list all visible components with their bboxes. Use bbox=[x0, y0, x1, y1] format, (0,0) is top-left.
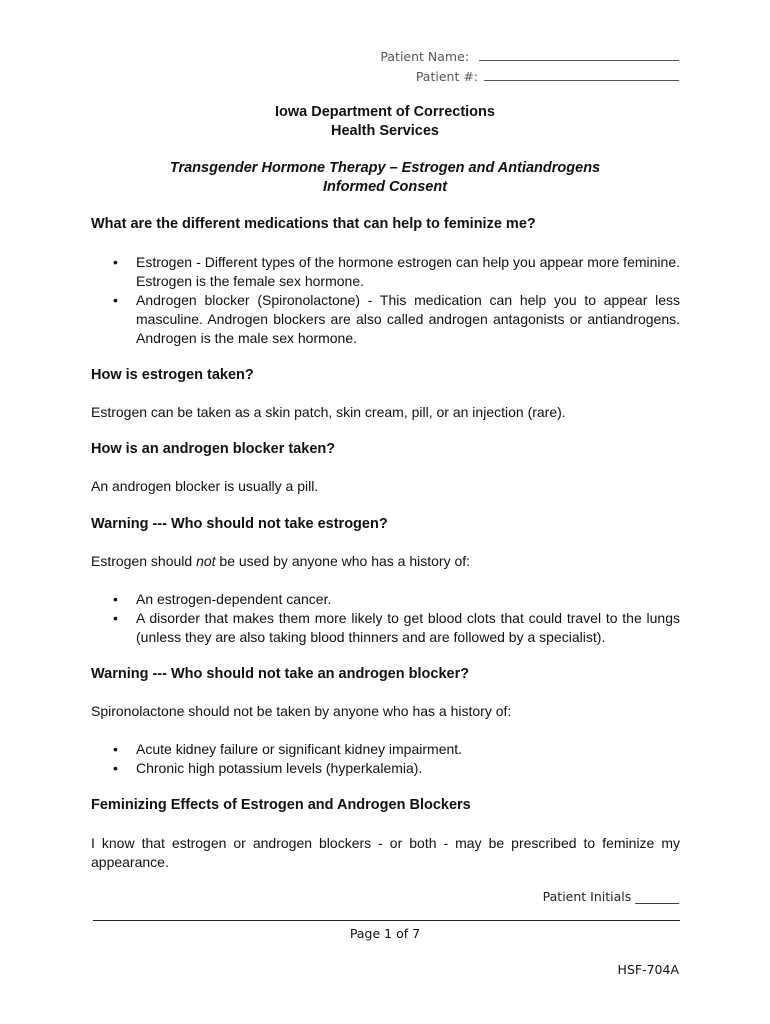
warning-estrogen-text bbox=[91, 552, 680, 571]
document-title-line1: Transgender Hormone Therapy – Estrogen and Antiandrogens bbox=[169, 160, 601, 176]
page-number: Page 1 of 7 bbox=[349, 926, 421, 941]
form-id: HSF-704A bbox=[617, 962, 679, 977]
feminizing-effects-text: I know that estrogen or androgen blockers - or both - may be prescribed to feminize my appearance. bbox=[91, 835, 680, 870]
section-heading-warning-blocker: Warning --- Who should not take an androgen blocker? bbox=[91, 666, 470, 682]
medications-list bbox=[91, 253, 680, 348]
warning-estrogen-emphasis: not bbox=[196, 553, 216, 569]
list-item: • Chronic high potassium levels (hyperkalemia). bbox=[91, 759, 680, 778]
patient-number-row bbox=[380, 67, 679, 87]
patient-header bbox=[380, 47, 679, 87]
org-division: Health Services bbox=[330, 123, 439, 139]
footer-divider bbox=[93, 920, 680, 921]
document-title-line2: Informed Consent bbox=[322, 179, 448, 195]
patient-number-label: Patient #: bbox=[415, 69, 479, 84]
warning-estrogen-text-post: be used by anyone who has a history of: bbox=[215, 553, 471, 569]
estrogen-contraindications-list bbox=[91, 590, 680, 647]
estrogen-taken-text: Estrogen can be taken as a skin patch, skin cream, pill, or an injection (rare). bbox=[91, 404, 566, 420]
section-heading-warning-estrogen: Warning --- Who should not take estrogen? bbox=[91, 516, 388, 532]
section-heading-medications: What are the different medications that can help to feminize me? bbox=[91, 216, 536, 232]
patient-name-label: Patient Name: bbox=[380, 49, 470, 64]
section-heading-feminizing-effects: Feminizing Effects of Estrogen and Androgen Blockers bbox=[91, 797, 471, 813]
patient-name-field[interactable] bbox=[479, 48, 679, 61]
patient-number-field[interactable] bbox=[484, 68, 679, 81]
section-heading-estrogen-taken: How is estrogen taken? bbox=[91, 367, 254, 383]
list-item: • Acute kidney failure or significant kidney impairment. bbox=[91, 740, 680, 759]
warning-blocker-text: Spironolactone should not be taken by anyone who has a history of: bbox=[91, 703, 512, 719]
blocker-contraindications-list bbox=[91, 740, 680, 778]
org-title bbox=[0, 103, 770, 141]
list-item: • An estrogen-dependent cancer. bbox=[91, 590, 680, 609]
section-heading-blocker-taken: How is an androgen blocker taken? bbox=[91, 441, 336, 457]
list-item: • A disorder that makes them more likely to get blood clots that could travel to the lungs (unless they are also taking blood thinners and are followed by a specialist). bbox=[91, 609, 680, 647]
org-name: Iowa Department of Corrections bbox=[275, 104, 495, 120]
blocker-taken-text: An androgen blocker is usually a pill. bbox=[91, 478, 319, 494]
document-title bbox=[0, 159, 770, 197]
list-item: • Androgen blocker (Spironolactone) - This medication can help you to appear less masculine. Androgen blockers are also called androgen antagonists or antiandrogens. Androgen is the male sex hormone. bbox=[91, 291, 680, 348]
list-item: • Estrogen - Different types of the hormone estrogen can help you appear more feminine. Estrogen is the female sex hormone. bbox=[91, 253, 680, 291]
warning-estrogen-text-pre: Estrogen should bbox=[91, 553, 197, 569]
patient-name-row bbox=[380, 47, 679, 67]
patient-initials-field[interactable]: Patient Initials _______ bbox=[542, 889, 679, 904]
